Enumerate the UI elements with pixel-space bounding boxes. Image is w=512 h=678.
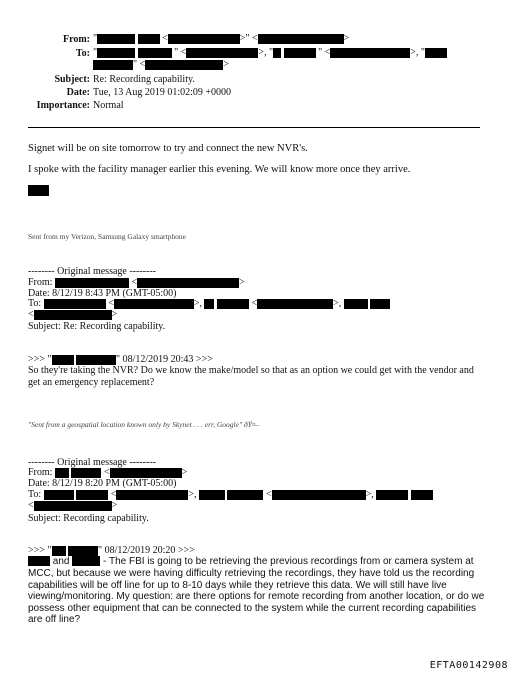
redaction [138,48,172,58]
redaction [257,299,333,309]
importance-value: Normal [93,100,124,111]
quote-header: >>> " " 08/12/2019 20:20 >>> [28,545,195,556]
redaction [76,490,108,500]
redaction [116,490,188,500]
redaction [199,490,225,500]
redaction [97,34,135,44]
redaction [28,185,49,196]
redaction [28,556,50,566]
redaction [76,355,116,365]
redaction [376,490,408,500]
redaction [330,48,410,58]
redaction [52,546,66,556]
from-label: From: [28,467,53,478]
original-message-divider: -------- Original message -------- [28,457,156,468]
quoted-message: MCC, but because we were having difficulty retrieving the recordings, they have told us the recording capabilities will be off line for up to 8-10 days while they retrieve this data. We will still have live viewing/monitoring. My question: are there options for remote recording from another location, or do we possess other equipment that can be connected to the system while the current recording capabilities are off line? [28,568,485,625]
redaction [186,48,258,58]
google-signature: "Sent from a geospatial location known only by Skynet . . . err, Google" ðŸ¤– [28,420,260,429]
from-label: From: [28,277,53,288]
redaction [97,48,135,58]
quote-header: >>> " " 08/12/2019 20:43 >>> [28,354,213,365]
subject-label: Subject: [54,74,90,85]
redaction [93,60,133,70]
body-line-1: Signet will be on site tomorrow to try and connect the new NVR's. [28,143,308,154]
redaction [272,490,366,500]
to-label: To: [28,298,42,309]
to-label: To: [28,489,42,500]
redaction [44,299,106,309]
document-id: EFTA00142908 [429,660,508,671]
redaction [145,60,223,70]
redaction [258,34,344,44]
redaction [34,501,112,511]
redaction [168,34,240,44]
original-to-line-continued: < > [28,309,118,320]
body-line-2: I spoke with the facility manager earlier this evening. We will know more once they arrive. [28,164,411,175]
redaction [68,546,98,556]
redaction [137,278,239,288]
redaction [273,48,281,58]
redaction [284,48,316,58]
original-to-line-continued: < > [28,500,118,511]
original-from-line: From: < > [28,467,188,478]
original-message-divider: -------- Original message -------- [28,266,156,277]
from-value: " < >" < > [93,33,350,44]
redaction [72,556,100,566]
redaction [55,278,129,288]
redaction [55,468,69,478]
to-label: To: [75,48,90,59]
quoted-message-first-line: and - The FBI is going to be retrieving the previous recordings from or camera system at [28,556,488,568]
redaction [71,468,101,478]
redaction [425,48,447,58]
original-date-line: Date: 8/12/19 8:43 PM (GMT-05:00) [28,288,177,299]
original-to-line: To: < >, < >, [28,489,433,501]
original-to-line: To: < >, < >, [28,298,390,310]
redaction [34,310,112,320]
redaction [370,299,390,309]
redaction [52,355,74,365]
mobile-signature: Sent from my Verizon, Samsung Galaxy smartphone [28,232,186,241]
subject-value: Re: Recording capability. [93,74,195,85]
header-divider [28,127,480,128]
original-from-line: From: < > [28,277,245,288]
to-value-continued: " < > [93,59,229,70]
original-subject-line: Subject: Recording capability. [28,513,149,524]
redaction [138,34,160,44]
redaction [114,299,194,309]
redaction [204,299,214,309]
to-value: " " < >, " " < >, " [93,47,447,58]
importance-label: Importance: [36,100,90,111]
redaction [217,299,249,309]
redaction [44,490,74,500]
original-subject-line: Subject: Re: Recording capability. [28,321,166,332]
redaction [344,299,368,309]
date-label: Date: [66,87,90,98]
from-label: From: [62,34,90,45]
redaction [227,490,263,500]
date-value: Tue, 13 Aug 2019 01:02:09 +0000 [93,87,232,98]
redaction [110,468,182,478]
redaction [411,490,433,500]
quoted-message: So they're taking the NVR? Do we know the make/model so that as an option we could get with the vendor and get an emergency replacement? [28,365,474,388]
original-date-line: Date: 8/12/19 8:20 PM (GMT-05:00) [28,478,177,489]
